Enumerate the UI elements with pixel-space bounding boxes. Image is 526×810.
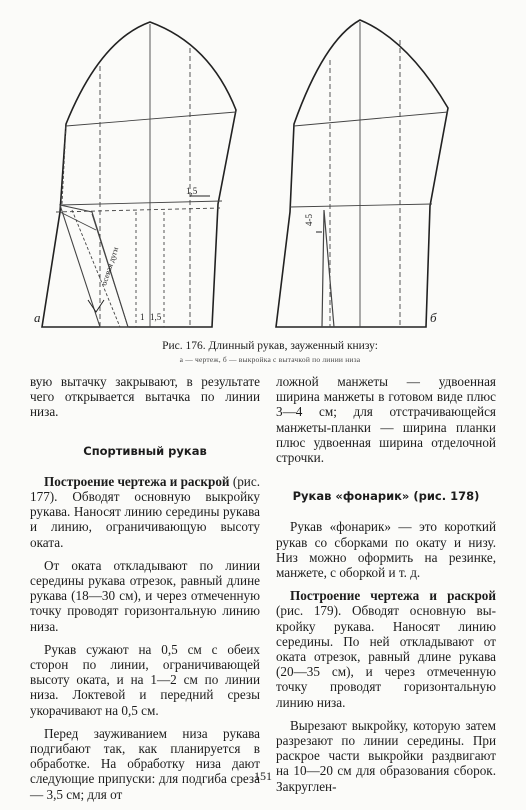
- left-p2-rest: (рис. 177). Обводят основную выкройку рукава. Наносят линию середины рукава и линию, ограничивающую высоту оката.: [30, 473, 261, 550]
- sleeve-a-outline: [42, 22, 236, 327]
- label-b: б: [430, 310, 437, 325]
- caption-subtitle: а — чертеж, б — выкройка с вытачкой по линии низа: [179, 355, 361, 364]
- figure-caption: [60, 340, 480, 366]
- left-paragraph-2: [30, 474, 260, 550]
- right-p3-bold: Построение чертежа и раскрой: [290, 588, 496, 604]
- right-paragraph-4: Вырезают выкройку, которую затем разрезают по линии середины. При раскрое части выкройки раздвигают на 10—20 см для образования сборок. Закруглен-: [276, 717, 496, 794]
- right-paragraph-3: [276, 588, 496, 710]
- right-paragraph-1: ложной манжеты — удвоенная ширина манжеты в готовом виде плюс 3—4 см; для отстрачивающейся манжеты-планки — ширина планки плюс удвоенная ширина отделочной строчки.: [276, 374, 496, 466]
- page-number: 151: [254, 769, 272, 783]
- dim-left-bottom: 1,5: [150, 312, 162, 322]
- caption-title: Рис. 176. Длинный рукав, зауженный книзу:: [162, 340, 378, 352]
- heading-sport-sleeve: Спортивный рукав: [83, 443, 207, 458]
- sleeve-b-elbow-line: [290, 204, 432, 207]
- right-column: [276, 374, 496, 802]
- right-p3-rest: (рис. 179). Обводят основную выкройку рукава. Наносят линию середины. По ней откладывают от оката отрезок, равный длине рукава (20—35 см), и через отмеченную точку проводят горизонтальную линию низа.: [276, 603, 496, 710]
- dim-right: 4-5: [304, 214, 314, 226]
- sleeve-a-elbow-line: [60, 201, 222, 205]
- sleeve-pattern-figure: [0, 0, 526, 345]
- left-p2-bold: Построение чертежа и раскрой: [44, 473, 230, 489]
- right-paragraph-2: Рукав «фонарик» — это короткий рукав со сборками по окату и низу. Низ можно оформить на резинке, манжете, с оборкой и т. д.: [276, 519, 496, 581]
- left-column: [30, 374, 260, 810]
- sleeve-a-cap-line: [66, 112, 236, 126]
- left-paragraph-3: От оката откладывают по линии середины рукава отрезок, равный длине рукава (18—30 см), и через отмеченную точку проводят горизонтальную линию низа.: [30, 557, 260, 634]
- sleeve-b-dart: [322, 210, 334, 327]
- dim-left-side: 1: [140, 312, 145, 322]
- sleeve-b-cap-line: [294, 112, 448, 126]
- heading-lantern-sleeve: Рукав «фонарик» (рис. 178): [292, 489, 480, 504]
- left-paragraph-1: вую вытачку закрывают, в результате чего открывается вытачка по линии низа.: [30, 374, 260, 420]
- left-paragraph-4: Рукав сужают на 0,5 см с обеих сторон по линии, ограничивающей высоту оката, и на 1—2 см по линии низа. Локтевой и передний срезы укорачивают на 0,5 см.: [30, 641, 260, 718]
- dart-text: осевая дуги: [99, 245, 121, 287]
- sleeve-b-outline: [276, 20, 448, 327]
- dim-left-inner: 1,5: [186, 186, 198, 196]
- left-paragraph-5: Перед зауживанием низа рукава подгибают так, как планируется в обработке. На обработку низа дают следующие припуски: для подгиба среза — 3,5 см; для от: [30, 725, 260, 802]
- label-a: а: [34, 310, 41, 325]
